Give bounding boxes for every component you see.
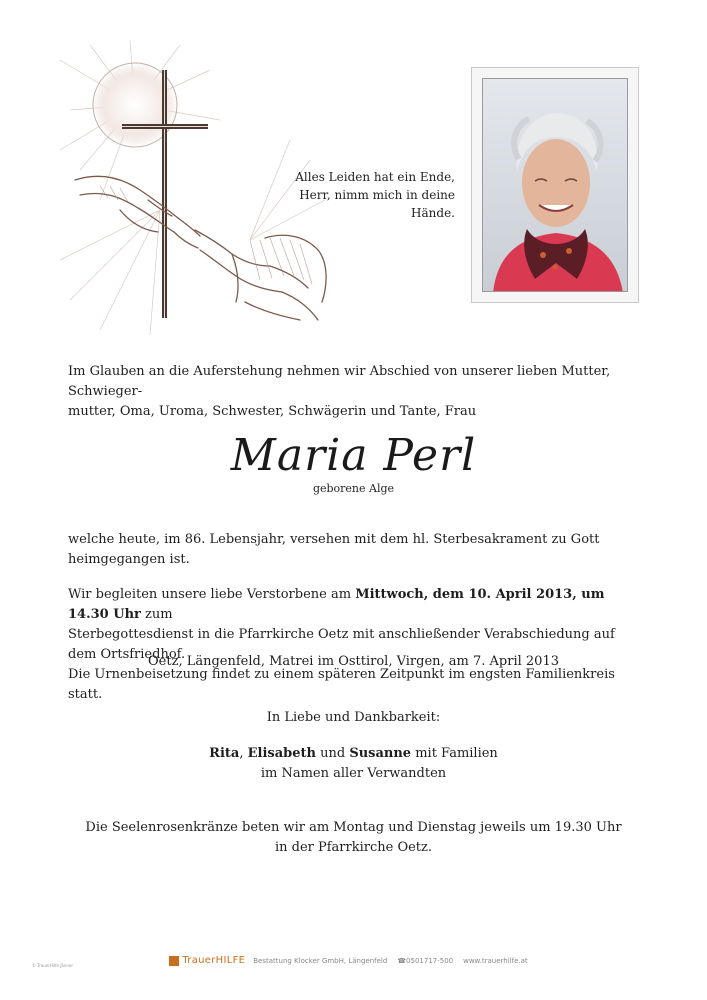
rosary-notice	[0, 818, 707, 858]
mourners-names	[0, 744, 707, 764]
mourners-suffix: mit Familien	[411, 746, 498, 761]
phone-icon: ☎	[397, 956, 407, 965]
portrait-frame	[471, 67, 639, 303]
mourner-elisabeth: Elisabeth	[247, 746, 316, 761]
verse-line-2: Herr, nimm mich in deine Hände.	[299, 188, 455, 220]
funeral-line-3: Die Urnenbeisetzung findet zu einem späteren Zeitpunkt im engsten Familienkreis statt.	[68, 667, 615, 702]
intro-line-2: mutter, Oma, Uroma, Schwester, Schwägerin und Tante, Frau	[68, 404, 477, 419]
separator: und	[315, 746, 350, 761]
mourner-rita: Rita	[209, 746, 240, 761]
verse	[255, 168, 455, 222]
funeral-line-1-end: zum	[140, 607, 173, 622]
intro-line-1: Im Glauben an die Auferstehung nehmen wir Abschied von unserer lieben Mutter, Schwieger-	[68, 364, 611, 399]
separator: ,	[239, 746, 248, 761]
deceased-name: Maria Perl	[230, 430, 477, 481]
place-date: Oetz, Längenfeld, Matrei im Osttirol, Virgen, am 7. April 2013	[148, 654, 559, 669]
footer-phone	[397, 957, 453, 965]
funeral-date-time: Mittwoch, dem 10. April 2013, um 14.30 Uhr	[68, 587, 605, 622]
birth-name: geborene Alge	[312, 482, 395, 495]
relatives-line: im Namen aller Verwandten	[260, 766, 447, 781]
footer-phone-number: 0501717-500	[406, 956, 454, 965]
footer	[0, 955, 707, 966]
footer-company: Bestattung Klocker GmbH, Längenfeld	[253, 956, 388, 965]
trauerhilfe-logo-icon	[169, 956, 179, 966]
funeral-line-2: Sterbegottesdienst in die Pfarrkirche Oetz mit anschließender Verabschiedung auf dem Ortsfriedhof.	[68, 627, 615, 662]
rosary-line-2: in der Pfarrkirche Oetz.	[274, 840, 433, 855]
intro-text	[68, 362, 640, 422]
footer-brand: TrauerHILFE	[182, 955, 246, 966]
portrait-photo	[482, 78, 628, 292]
portrait-illustration	[483, 79, 628, 292]
footer-web[interactable]: www.trauerhilfe.at	[463, 956, 528, 965]
copyright: © TrauerHilfe Jänner	[32, 963, 74, 968]
verse-line-1: Alles Leiden hat ein Ende,	[295, 170, 455, 184]
mourners	[0, 744, 707, 784]
mourner-susanne: Susanne	[349, 746, 412, 761]
funeral-line-1	[68, 585, 640, 625]
funeral-details	[68, 585, 640, 705]
closing-love: In Liebe und Dankbarkeit:	[266, 710, 441, 725]
rosary-line-1: Die Seelenrosenkränze beten wir am Montag und Dienstag jeweils um 19.30 Uhr	[85, 820, 622, 835]
death-announcement: welche heute, im 86. Lebensjahr, versehen mit dem hl. Sterbesakrament zu Gott heimgegangen ist.	[68, 532, 600, 567]
funeral-line-1-start: Wir begleiten unsere liebe Verstorbene am	[68, 587, 356, 602]
